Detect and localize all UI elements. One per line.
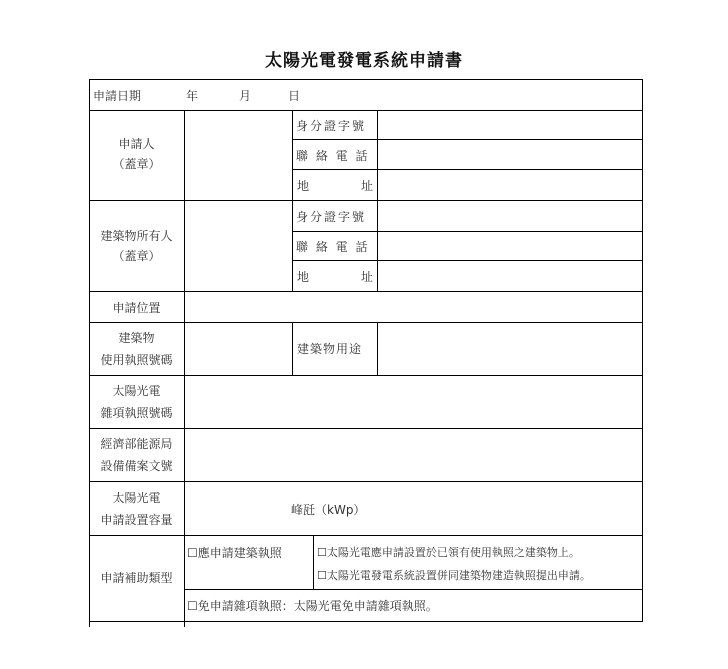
date-label: 申請日期 (93, 89, 142, 103)
pv-permit-label: 雜項執照號碼 (100, 406, 173, 420)
row-divider (89, 110, 643, 111)
col-divider (292, 110, 293, 291)
building-use-label: 建築物用途 (297, 342, 363, 356)
row-divider (89, 322, 643, 323)
filing-number-label: 設備備案文號 (100, 459, 173, 473)
row-divider (292, 139, 643, 140)
col-divider (377, 110, 378, 291)
applicant-seal-label: （蓋章） (112, 157, 161, 171)
col-divider (377, 322, 378, 375)
energy-bureau-label: 經濟部能源局 (100, 437, 173, 451)
capacity-label: 申請設置容量 (100, 513, 173, 527)
row-divider (89, 535, 643, 536)
row-divider (89, 428, 643, 429)
row-divider (292, 231, 643, 232)
col-divider (313, 535, 314, 589)
applicant-phone-label: 聯 絡 電 話 (296, 149, 370, 163)
building-label: 建築物 (118, 331, 155, 345)
owner-seal-label: （蓋章） (112, 249, 161, 263)
option-exempt-checkbox[interactable]: ☐免申請雜項執照：太陽光電免申請雜項執照。 (187, 599, 438, 613)
address-label-part2: 址 (360, 179, 373, 193)
row-divider (89, 621, 643, 622)
capacity-unit: 峰瓩（kWp） (291, 503, 366, 517)
owner-address-label (297, 269, 373, 285)
col-divider (184, 110, 185, 627)
option-building-permit-checkbox[interactable]: ☐應申請建築執照 (187, 546, 282, 560)
form-title: 太陽光電發電系統申請書 (265, 51, 463, 71)
table-border-right (642, 79, 643, 622)
applicant-label: 申請人 (118, 137, 155, 151)
row-divider (89, 481, 643, 482)
building-permit-label: 使用執照號碼 (100, 353, 173, 367)
owner-id-label: 身分證字號 (296, 210, 367, 224)
address-label-part1: 地 (297, 179, 310, 193)
row-divider (292, 169, 643, 170)
applicant-address-label (297, 178, 373, 194)
month-label: 月 (239, 89, 252, 103)
option-existing-building-checkbox[interactable]: ☐太陽光電應申請設置於已領有使用執照之建築物上。 (317, 546, 580, 559)
location-label: 申請位置 (112, 301, 161, 315)
col-divider (292, 322, 293, 375)
table-border-top (89, 79, 643, 80)
row-divider (184, 589, 643, 590)
pv-label: 太陽光電 (112, 384, 161, 398)
row-divider (89, 200, 643, 201)
option-combined-checkbox[interactable]: ☐太陽光電發電系統設置併同建築物建造執照提出申請。 (317, 569, 591, 582)
year-label: 年 (186, 89, 199, 103)
owner-phone-label: 聯 絡 電 話 (296, 240, 370, 254)
applicant-id-label: 身分證字號 (296, 119, 367, 133)
row-divider (89, 375, 643, 376)
day-label: 日 (288, 89, 301, 103)
row-divider (292, 260, 643, 261)
address-label-part2: 址 (360, 270, 373, 284)
subsidy-type-label: 申請補助類型 (100, 571, 173, 585)
owner-label: 建築物所有人 (100, 229, 173, 243)
capacity-pv-label: 太陽光電 (112, 491, 161, 505)
address-label-part1: 地 (297, 270, 310, 284)
row-divider (89, 291, 643, 292)
